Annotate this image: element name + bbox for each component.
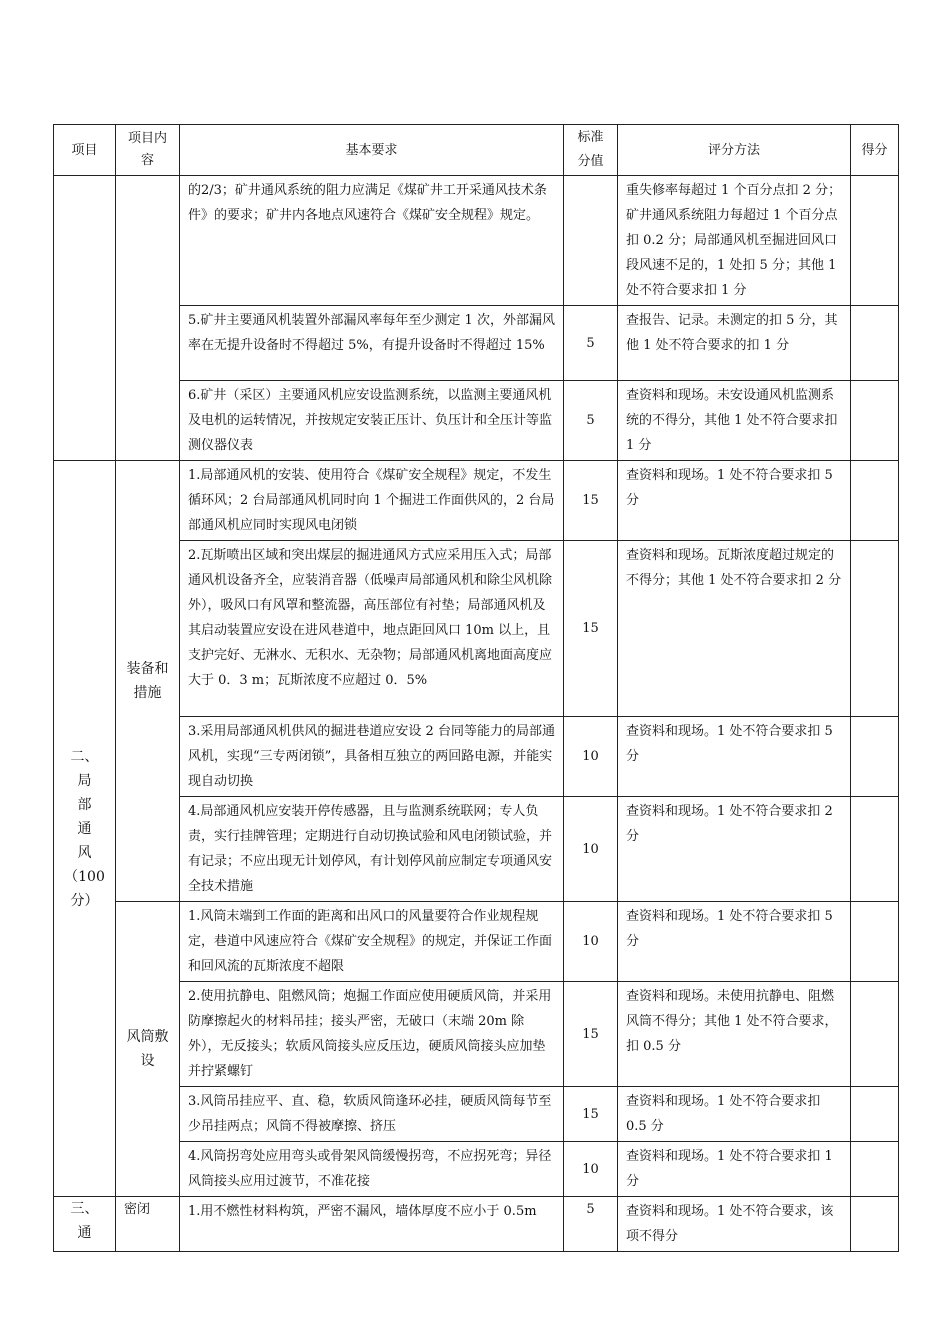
score-cell — [851, 381, 899, 461]
section2-title: 二、 局 部 通 风 （100 分） — [54, 461, 116, 1197]
requirement-cell: 3.风筒吊挂应平、直、稳，软质风筒逢环必挂，硬质风筒每节至少吊挂两点；风筒不得被摩擦、挤压 — [180, 1087, 564, 1142]
method-cell: 查资料和现场。1 处不符合要求，该项不得分 — [618, 1197, 851, 1252]
method-cell: 查资料和现场。瓦斯浓度超过规定的不得分；其他 1 处不符合要求扣 2 分 — [618, 541, 851, 717]
standard-score-cell: 15 — [564, 461, 618, 541]
score-cell — [851, 982, 899, 1087]
standard-score-cell: 5 — [564, 306, 618, 381]
table-row — [54, 1087, 899, 1142]
score-cell — [851, 461, 899, 541]
table-row — [54, 306, 899, 381]
requirement-cell: 1.局部通风机的安装、使用符合《煤矿安全规程》规定，不发生循环风；2 台局部通风机同时向 1 个掘进工作面供风的，2 台局部通风机应同时实现风电闭锁 — [180, 461, 564, 541]
requirement-cell: 4.风筒拐弯处应用弯头或骨架风筒缓慢拐弯，不应拐死弯；异径风筒接头应用过渡节，不准花接 — [180, 1142, 564, 1197]
standard-score-cell: 15 — [564, 541, 618, 717]
method-cell: 查资料和现场。未安设通风机监测系统的不得分，其他 1 处不符合要求扣 1 分 — [618, 381, 851, 461]
score-cell — [851, 797, 899, 902]
method-cell: 查资料和现场。1 处不符合要求扣 5 分 — [618, 902, 851, 982]
standard-score-cell: 10 — [564, 717, 618, 797]
group-duct-laying: 风筒敷 设 — [116, 902, 180, 1197]
score-cell — [851, 176, 899, 306]
table-row — [54, 982, 899, 1087]
standard-score-cell: 10 — [564, 797, 618, 902]
table-row — [54, 461, 899, 541]
requirement-cell: 1.用不燃性材料构筑，严密不漏风，墙体厚度不应小于 0.5m — [180, 1197, 564, 1252]
header-content: 项目内容 — [116, 125, 180, 176]
scoring-table — [53, 124, 899, 1252]
header-requirement: 基本要求 — [180, 125, 564, 176]
table-row — [54, 541, 899, 717]
requirement-cell: 2.使用抗静电、阻燃风筒；炮掘工作面应使用硬质风筒，并采用防摩擦起火的材料吊挂；接头严密，无破口（末端 20m 除外），无反接头；软质风筒接头应反压边，硬质风筒接头应加垫并拧紧螺钉 — [180, 982, 564, 1087]
header-item: 项目 — [54, 125, 116, 176]
score-cell — [851, 306, 899, 381]
standard-score-cell: 5 — [564, 1197, 618, 1252]
requirement-cell: 6.矿井（采区）主要通风机应安设监测系统，以监测主要通风机及电机的运转情况，并按规定安装正压计、负压计和全压计等监测仪器仪表 — [180, 381, 564, 461]
requirement-cell: 3.采用局部通风机供风的掘进巷道应安设 2 台同等能力的局部通风机，实现“三专两闭锁”，具备相互独立的两回路电源，并能实现自动切换 — [180, 717, 564, 797]
score-cell — [851, 902, 899, 982]
header-score: 得分 — [851, 125, 899, 176]
table-row — [54, 797, 899, 902]
table-row — [54, 176, 899, 306]
score-cell — [851, 541, 899, 717]
header-standard-score: 标准分值 — [564, 125, 618, 176]
score-cell — [851, 1087, 899, 1142]
score-cell — [851, 1197, 899, 1252]
requirement-cell: 1.风筒末端到工作面的距离和出风口的风量要符合作业规程规定，巷道中风速应符合《煤矿安全规程》的规定，并保证工作面和回风流的瓦斯浓度不超限 — [180, 902, 564, 982]
method-cell: 查资料和现场。未使用抗静电、阻燃风筒不得分；其他 1 处不符合要求，扣 0.5 分 — [618, 982, 851, 1087]
table-row — [54, 902, 899, 982]
method-cell: 查资料和现场。1 处不符合要求扣 5 分 — [618, 717, 851, 797]
table-header-row — [54, 125, 899, 176]
table-row — [54, 717, 899, 797]
standard-score-cell: 10 — [564, 1142, 618, 1197]
method-cell: 查资料和现场。1 处不符合要求扣 0.5 分 — [618, 1087, 851, 1142]
section3-title: 三、 通 — [54, 1197, 116, 1252]
standard-score-cell — [564, 176, 618, 306]
section1-content-cell — [116, 176, 180, 461]
header-method: 评分方法 — [618, 125, 851, 176]
standard-score-cell: 5 — [564, 381, 618, 461]
group-seal: 密闭 — [116, 1197, 180, 1252]
table-row — [54, 381, 899, 461]
section1-item-cell — [54, 176, 116, 461]
requirement-cell: 2.瓦斯喷出区域和突出煤层的掘进通风方式应采用压入式；局部通风机设备齐全，应装消音器（低噪声局部通风机和除尘风机除外），吸风口有风罩和整流器，高压部位有衬垫；局部通风机及其启动装置应安设在进风巷道中，地点距回风口 10m 以上，且支护完好、无淋水、无积水、无杂物；局部通风机离地面高度应大于 0．3 m；瓦斯浓度不应超过 0．5% — [180, 541, 564, 717]
requirement-cell: 4.局部通风机应安装开停传感器，且与监测系统联网；专人负责，实行挂牌管理；定期进行自动切换试验和风电闭锁试验，并有记录；不应出现无计划停风，有计划停风前应制定专项通风安全技术措施 — [180, 797, 564, 902]
method-cell: 重失修率每超过 1 个百分点扣 2 分；矿井通风系统阻力每超过 1 个百分点扣 0.2 分；局部通风机至掘进回风口段风速不足的，1 处扣 5 分；其他 1 处不符合要求扣 1 分 — [618, 176, 851, 306]
score-cell — [851, 717, 899, 797]
method-cell: 查资料和现场。1 处不符合要求扣 5 分 — [618, 461, 851, 541]
method-cell: 查资料和现场。1 处不符合要求扣 2 分 — [618, 797, 851, 902]
standard-score-cell: 15 — [564, 982, 618, 1087]
table-row — [54, 1197, 899, 1252]
requirement-cell: 5.矿井主要通风机装置外部漏风率每年至少测定 1 次，外部漏风率在无提升设备时不得超过 5%，有提升设备时不得超过 15% — [180, 306, 564, 381]
score-cell — [851, 1142, 899, 1197]
standard-score-cell: 15 — [564, 1087, 618, 1142]
standard-score-cell: 10 — [564, 902, 618, 982]
method-cell: 查资料和现场。1 处不符合要求扣 1 分 — [618, 1142, 851, 1197]
table-row — [54, 1142, 899, 1197]
requirement-cell: 的2/3；矿井通风系统的阻力应满足《煤矿井工开采通风技术条件》的要求；矿井内各地点风速符合《煤矿安全规程》规定。 — [180, 176, 564, 306]
group-equipment-measures: 装备和 措施 — [116, 461, 180, 902]
method-cell: 查报告、记录。未测定的扣 5 分，其他 1 处不符合要求的扣 1 分 — [618, 306, 851, 381]
